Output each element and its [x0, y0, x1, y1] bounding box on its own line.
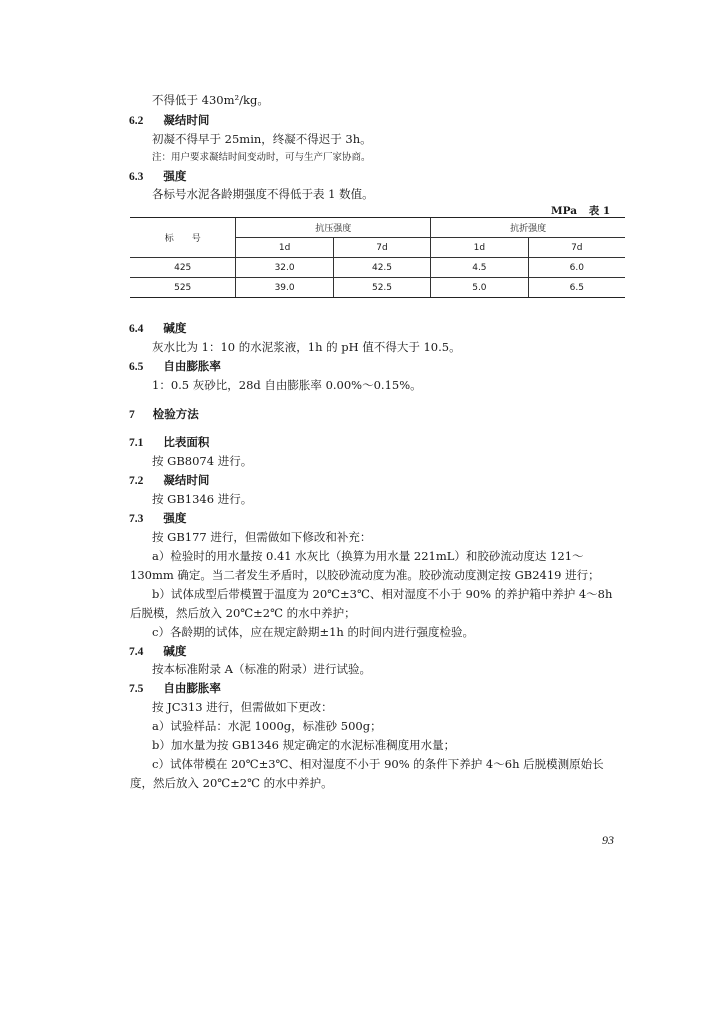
header-compressive: 抗压强度 — [236, 218, 431, 238]
section-title: 碱度 — [163, 644, 187, 658]
section-number: 7.4 — [129, 646, 144, 658]
text-line: a）检验时的用水量按 0.41 水灰比（换算为用水量 221mL）和胶砂流动度达 121～ — [152, 549, 584, 563]
section-title: 比表面积 — [163, 435, 210, 449]
section-heading-7-2 — [129, 472, 209, 489]
section-title: 检验方法 — [152, 407, 199, 421]
cell-value: 5.0 — [431, 278, 528, 298]
header-sub: 7d — [528, 238, 625, 258]
section-number: 7.1 — [129, 437, 144, 449]
section-title: 强度 — [163, 169, 187, 183]
header-sub: 1d — [236, 238, 333, 258]
cell-value: 6.5 — [528, 278, 625, 298]
section-heading-6-5 — [129, 358, 221, 375]
header-sub: 1d — [431, 238, 528, 258]
section-number: 7.2 — [129, 475, 144, 487]
cell-value: 39.0 — [236, 278, 333, 298]
text-line: 按本标准附录 A（标准的附录）进行试验。 — [152, 662, 371, 676]
text-line: b）试体成型后带模置于温度为 20℃±3℃、相对湿度不小于 90% 的养护箱中养护 4～8h — [152, 587, 613, 601]
section-heading-7-3 — [129, 510, 186, 527]
section-heading-7-1 — [129, 434, 209, 451]
table-number: 表 1 — [588, 205, 611, 217]
header-flexural: 抗折强度 — [431, 218, 625, 238]
section-heading-6-4 — [129, 320, 186, 337]
text-line: 按 GB1346 进行。 — [152, 492, 253, 506]
section-title: 凝结时间 — [163, 473, 210, 487]
section-title: 碱度 — [163, 321, 187, 335]
text-line: 不得低于 430m²/kg。 — [152, 93, 269, 107]
text-line: 度，然后放入 20℃±2℃ 的水中养护。 — [130, 776, 333, 790]
text-line: b）加水量为按 GB1346 规定确定的水泥标准稠度用水量； — [152, 738, 456, 752]
section-heading-7 — [129, 406, 199, 423]
section-number: 7.5 — [129, 683, 144, 695]
cell-value: 32.0 — [236, 258, 333, 278]
note-line: 注：用户要求凝结时间变动时，可与生产厂家协商。 — [152, 152, 371, 163]
text-line: 初凝不得早于 25min，终凝不得迟于 3h。 — [152, 132, 372, 146]
section-number: 6.5 — [129, 361, 144, 373]
section-number: 7 — [129, 409, 135, 421]
text-line: c）各龄期的试体，应在规定龄期±1h 的时间内进行强度检验。 — [152, 625, 474, 639]
cell-value: 6.0 — [528, 258, 625, 278]
table-row — [130, 278, 625, 298]
text-line: c）试体带模在 20℃±3℃、相对湿度不小于 90% 的条件下养护 4～6h 后脱模测原始长 — [152, 757, 604, 771]
text-line: a）试验样品：水泥 1000g，标准砂 500g； — [152, 719, 382, 733]
cell-grade: 525 — [130, 278, 236, 298]
section-number: 7.3 — [129, 513, 144, 525]
section-heading-6-2 — [129, 112, 209, 129]
section-title: 自由膨胀率 — [163, 359, 221, 373]
section-heading-7-5 — [129, 680, 221, 697]
section-title: 凝结时间 — [163, 113, 210, 127]
section-title: 自由膨胀率 — [163, 681, 221, 695]
section-heading-6-3 — [129, 168, 186, 185]
text-line: 130mm 确定。当二者发生矛盾时，以胶砂流动度为准。胶砂流动度测定按 GB2419 进行； — [130, 568, 600, 582]
cell-value: 4.5 — [431, 258, 528, 278]
cell-value: 42.5 — [333, 258, 430, 278]
table-unit: MPa — [551, 205, 578, 217]
text-line: 按 GB177 进行，但需做如下修改和补充： — [152, 530, 372, 544]
cell-grade: 425 — [130, 258, 236, 278]
table-row — [130, 258, 625, 278]
text-line: 1：0.5 灰砂比，28d 自由膨胀率 0.00%～0.15%。 — [152, 378, 422, 392]
section-number: 6.3 — [129, 171, 144, 183]
strength-table — [130, 217, 625, 298]
section-number: 6.2 — [129, 115, 144, 127]
page-number: 93 — [602, 833, 614, 847]
text-line: 灰水比为 1：10 的水泥浆液，1h 的 pH 值不得大于 10.5。 — [152, 340, 461, 354]
text-line: 各标号水泥各龄期强度不得低于表 1 数值。 — [152, 187, 374, 201]
section-title: 强度 — [163, 511, 187, 525]
header-grade: 标 号 — [130, 218, 236, 258]
header-sub: 7d — [333, 238, 430, 258]
text-line: 后脱模，然后放入 20℃±2℃ 的水中养护； — [130, 606, 356, 620]
cell-value: 52.5 — [333, 278, 430, 298]
text-line: 按 JC313 进行，但需做如下更改： — [152, 700, 333, 714]
text-line: 按 GB8074 进行。 — [152, 454, 253, 468]
section-heading-7-4 — [129, 643, 186, 660]
section-number: 6.4 — [129, 323, 144, 335]
